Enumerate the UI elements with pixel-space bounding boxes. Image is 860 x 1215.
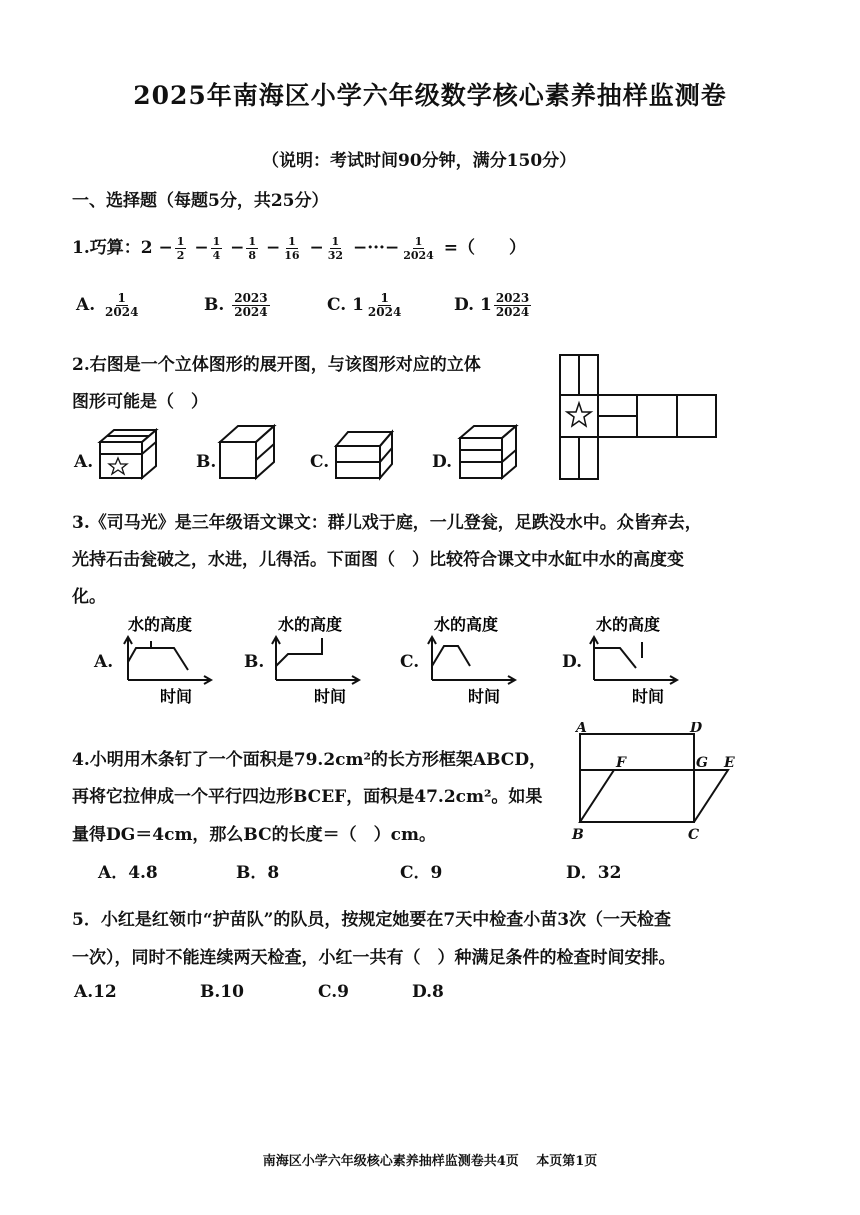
svg-text:水的高度: 水的高度 — [434, 615, 499, 634]
svg-text:G: G — [696, 755, 708, 771]
svg-text:时间: 时间 — [160, 687, 193, 706]
section-heading: 一、选择题（每题5分，共25分） — [72, 191, 329, 211]
q2-option-b-label[interactable]: B. — [196, 452, 217, 472]
q1-option-b[interactable]: B. $\frac{2023}{2024}$ — [204, 291, 268, 319]
q3-graph-c[interactable] — [422, 610, 522, 710]
question-4-line-2: 再将它拉伸成一个平行四边形BCEF，面积是47.2cm²。如果 — [72, 787, 543, 807]
q3-graph-d[interactable] — [584, 610, 684, 710]
ellipsis: ··· — [367, 238, 385, 258]
question-4-line-3: 量得DG＝4cm，那么BC的长度＝（ ）cm。 — [72, 825, 436, 845]
question-1: 1.巧算：2 − $\frac{1}{2}$ − $\frac{1}{4}$ − $\frac{1}{8}$ − $\frac{1}{16}$ − $\frac{1}{32}$ −···− $\frac{1}{2024}$ =（ ） — [72, 235, 527, 262]
fraction: $\frac{1}{4}$ — [212, 235, 221, 262]
q1-prefix: 1.巧算：2 — [72, 238, 153, 258]
q2-option-d-label[interactable]: D. — [432, 452, 453, 472]
svg-text:时间: 时间 — [314, 687, 347, 706]
q2-option-a-cube[interactable] — [96, 424, 160, 482]
q5-option-b[interactable]: B.10 — [200, 982, 244, 1002]
fraction: $\frac{1}{32}$ — [327, 235, 344, 262]
svg-text:E: E — [724, 755, 735, 771]
cube-net-diagram — [555, 352, 725, 482]
q3-graph-a[interactable] — [118, 610, 218, 710]
question-2-line-1: 2.右图是一个立体图形的展开图，与该图形对应的立体 — [72, 355, 481, 375]
q2-option-b-cube[interactable] — [216, 422, 278, 482]
q3-option-c-label[interactable]: C. — [400, 652, 420, 672]
q5-option-a[interactable]: A.12 — [74, 982, 117, 1002]
q5-option-d[interactable]: D.8 — [412, 982, 444, 1002]
exam-note: （说明：考试时间90分钟，满分150分） — [262, 151, 577, 171]
question-5-line-1: 5．小红是红领巾“护苗队”的队员，按规定她要在7天中检查小苗3次（一天检查 — [72, 910, 672, 930]
svg-text:时间: 时间 — [468, 687, 501, 706]
svg-text:水的高度: 水的高度 — [596, 615, 661, 634]
q4-option-c[interactable]: C．9 — [400, 863, 443, 883]
q5-option-c[interactable]: C.9 — [318, 982, 349, 1002]
q2-option-d-cube[interactable] — [456, 422, 520, 482]
svg-text:F: F — [616, 755, 626, 771]
q2-option-c-cube[interactable] — [332, 424, 398, 482]
question-2-line-2: 图形可能是（ ） — [72, 392, 208, 412]
q3-option-d-label[interactable]: D. — [562, 652, 583, 672]
page-footer: 南海区小学六年级核心素养抽样监测卷共4页 本页第1页 — [262, 1154, 598, 1169]
q1-option-c[interactable]: C. 1 $\frac{1}{2024}$ — [327, 291, 402, 319]
q4-option-a[interactable]: A．4.8 — [98, 863, 158, 883]
page-title: 2025年南海区小学六年级数学核心素养抽样监测卷 — [133, 81, 727, 110]
svg-text:C: C — [688, 827, 700, 843]
question-4-line-1: 4.小明用木条钉了一个面积是79.2cm²的长方形框架ABCD， — [72, 750, 547, 770]
q4-option-d[interactable]: D．32 — [566, 863, 622, 883]
fraction: $\frac{1}{8}$ — [248, 235, 257, 262]
q2-option-c-label[interactable]: C. — [310, 452, 330, 472]
svg-text:D: D — [690, 722, 703, 736]
svg-text:时间: 时间 — [632, 687, 665, 706]
fraction: $\frac{1}{2}$ — [176, 235, 185, 262]
svg-text:B: B — [572, 827, 584, 843]
q1-option-d[interactable]: D. 1 $\frac{2023}{2024}$ — [454, 291, 530, 319]
q1-option-a[interactable]: A. $\frac{1}{2024}$ — [76, 291, 139, 319]
q3-graph-b[interactable] — [266, 610, 366, 710]
svg-text:A: A — [576, 722, 587, 736]
question-3-line-3: 化。 — [72, 587, 106, 607]
question-3-line-1: 3.《司马光》是三年级语文课文：群儿戏于庭，一儿登瓮，足跌没水中。众皆弃去， — [72, 513, 702, 533]
q2-option-a-label[interactable]: A. — [74, 452, 94, 472]
q3-option-a-label[interactable]: A. — [94, 652, 114, 672]
fraction: $\frac{1}{2024}$ — [403, 235, 434, 262]
question-5-line-2: 一次），同时不能连续两天检查，小红一共有（ ）种满足条件的检查时间安排。 — [72, 948, 676, 968]
q1-tail: =（ ） — [443, 238, 527, 258]
fraction: $\frac{1}{16}$ — [284, 235, 300, 262]
rectangle-parallelogram-diagram — [566, 722, 748, 844]
svg-text:水的高度: 水的高度 — [128, 615, 193, 634]
q4-option-b[interactable]: B．8 — [236, 863, 280, 883]
svg-text:水的高度: 水的高度 — [278, 615, 343, 634]
question-3-line-2: 光持石击瓮破之，水进，儿得活。下面图（ ）比较符合课文中水缸中水的高度变 — [72, 550, 684, 570]
q3-option-b-label[interactable]: B. — [244, 652, 265, 672]
